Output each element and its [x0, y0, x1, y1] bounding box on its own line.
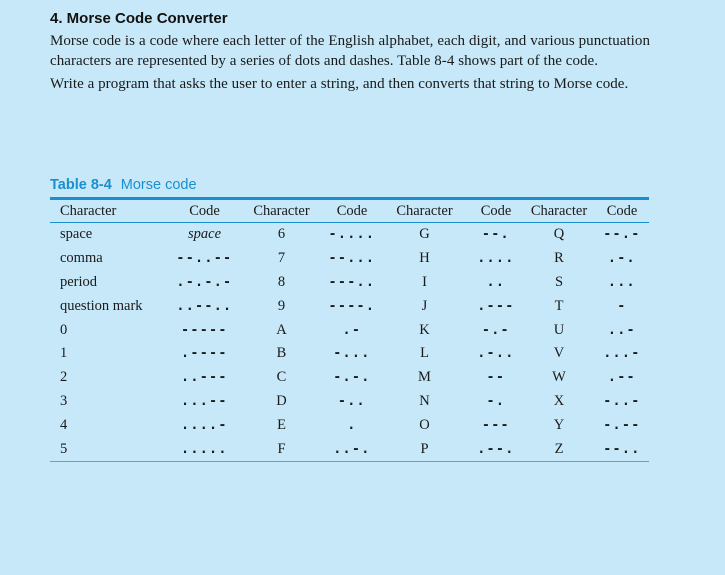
code-cell: --.. [603, 441, 641, 457]
code-cell: .... [477, 251, 515, 267]
character-cell: I [422, 273, 427, 290]
character-cell: 6 [277, 226, 286, 243]
code-cell: ---.. [328, 274, 376, 290]
code-cell: .-- [608, 370, 636, 386]
code-cell: --..-- [176, 251, 233, 267]
character-cell: W [552, 369, 566, 386]
code-cell: ..--- [181, 370, 228, 386]
paragraph-task: Write a program that asks the user to enter a string, and then converts that string to Morse code. [50, 76, 629, 92]
code-cell: ... [608, 274, 636, 290]
code-cell: .-.. [477, 346, 515, 362]
character-cell: G [419, 226, 430, 243]
code-cell: .--. [477, 441, 515, 457]
header-character: Character [396, 202, 453, 219]
character-cell: C [276, 369, 287, 386]
character-cell: 1 [60, 345, 68, 362]
character-cell: 4 [60, 416, 68, 433]
character-cell: F [277, 440, 286, 457]
character-cell: K [419, 321, 430, 338]
code-cell: -.-. [333, 370, 371, 386]
character-cell: Z [554, 440, 564, 457]
character-cell: period [60, 273, 98, 290]
code-cell: ...-- [181, 393, 228, 409]
code-cell: ....- [181, 417, 228, 433]
character-cell: 3 [60, 392, 68, 409]
code-cell: -.... [328, 227, 376, 243]
table-row [50, 247, 649, 271]
code-cell: -.-- [603, 417, 641, 433]
character-cell: E [277, 416, 286, 433]
code-cell: --. [482, 227, 510, 243]
table-caption [50, 175, 197, 195]
code-cell: --.- [603, 227, 641, 243]
table-row [50, 366, 649, 390]
code-cell: space [187, 226, 221, 243]
character-cell: M [418, 369, 431, 386]
character-cell: B [276, 345, 287, 362]
code-cell: ..--.. [176, 298, 233, 314]
header-code: Code [606, 202, 638, 219]
table-row [50, 437, 649, 461]
code-cell: -. [486, 393, 506, 409]
header-code: Code [336, 202, 368, 219]
code-cell: --... [328, 251, 376, 267]
code-cell: -..- [603, 393, 641, 409]
code-cell: .--- [477, 298, 515, 314]
character-cell: 0 [60, 321, 68, 338]
table-row [50, 342, 649, 366]
table-row [50, 318, 649, 342]
character-cell: R [554, 250, 564, 267]
character-cell: L [420, 345, 429, 362]
character-cell: J [421, 297, 428, 314]
code-cell: .- [342, 322, 362, 338]
character-cell: Y [553, 416, 565, 433]
code-cell: .. [486, 274, 506, 290]
table-row [50, 223, 649, 247]
table-row [50, 390, 649, 414]
code-cell: .-.-.- [176, 274, 233, 290]
character-cell: A [276, 321, 287, 338]
code-cell: ----. [328, 298, 376, 314]
code-cell: .-. [608, 251, 636, 267]
code-cell: .---- [181, 346, 228, 362]
table-row [50, 271, 649, 295]
table-bottom-rule [50, 461, 649, 462]
character-cell: T [554, 297, 564, 314]
character-cell: U [553, 321, 565, 338]
character-cell: V [553, 345, 565, 362]
character-cell: P [420, 440, 429, 457]
character-cell: X [553, 392, 565, 409]
code-cell: ..- [608, 322, 636, 338]
document-page [50, 8, 650, 457]
table-caption-text: Morse code [120, 177, 197, 193]
header-character: Character [253, 202, 310, 219]
table-header-row [50, 200, 649, 222]
character-cell: Q [553, 226, 565, 243]
character-cell: N [419, 392, 430, 409]
table-row [50, 413, 649, 437]
character-cell: 5 [60, 440, 68, 457]
header-character: Character [60, 202, 117, 219]
character-cell: H [419, 250, 430, 267]
code-cell: ----- [181, 322, 228, 338]
header-character: Character [530, 202, 588, 219]
character-cell: 8 [277, 273, 286, 290]
table-row [50, 294, 649, 318]
header-code: Code [480, 202, 512, 219]
code-cell: -- [486, 370, 506, 386]
code-cell: ...- [603, 346, 641, 362]
code-cell: -.- [482, 322, 510, 338]
table-label: Table 8-4 [50, 177, 112, 193]
code-cell: - [617, 298, 627, 314]
morse-table-wrapper [50, 197, 649, 462]
morse-code-table [50, 200, 649, 461]
character-cell: 9 [277, 297, 286, 314]
header-code: Code [189, 202, 220, 219]
character-cell: O [419, 416, 430, 433]
code-cell: -... [333, 346, 371, 362]
paragraph-intro: Morse code is a code where each letter of the English alphabet, each digit, and various punctuation characters are represented by a series of dots and dashes. Table 8-4 shows part of the code. [50, 33, 650, 69]
code-cell: ..-. [333, 441, 371, 457]
code-cell: --- [482, 417, 510, 433]
character-cell: D [276, 392, 287, 409]
character-cell: comma [60, 250, 103, 267]
table-body [50, 223, 649, 461]
section-heading: 4. Morse Code Converter [50, 10, 228, 27]
character-cell: S [554, 273, 564, 290]
character-cell: 2 [60, 369, 68, 386]
code-cell: ..... [181, 441, 228, 457]
character-cell: 7 [277, 250, 286, 267]
code-cell: -.. [338, 393, 366, 409]
character-cell: space [60, 226, 93, 243]
character-cell: question mark [60, 297, 143, 314]
code-cell: . [347, 417, 357, 433]
